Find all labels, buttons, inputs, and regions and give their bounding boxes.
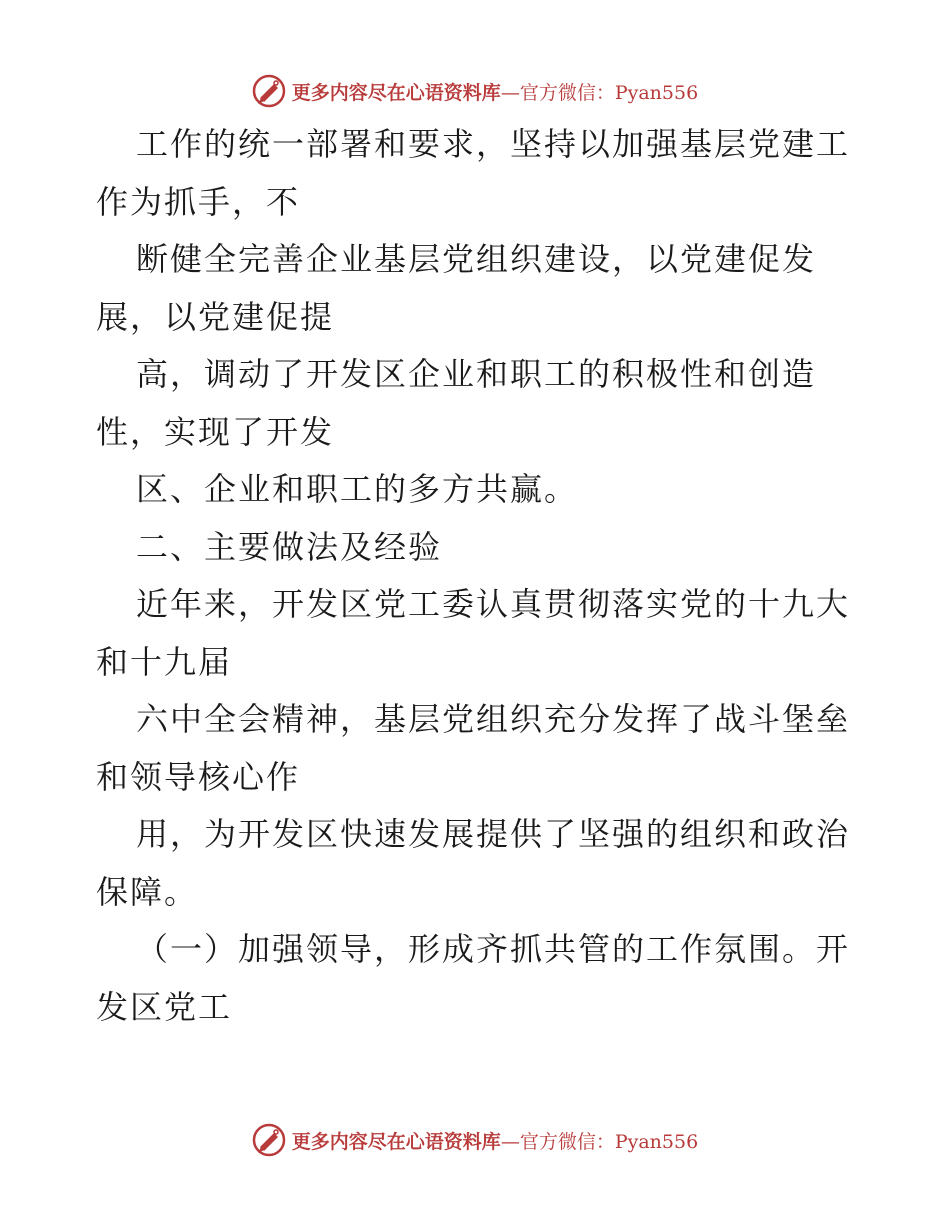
footer-banner-prefix: 更多内容尽在心语资料库 — [291, 1130, 501, 1153]
text-line: 展，以党建促提 — [96, 297, 335, 336]
text-line: 工作的统一部署和要求，坚持以加强基层党建工 — [136, 125, 851, 163]
footer-banner-content — [252, 1123, 698, 1157]
header-banner-text — [292, 78, 698, 105]
footer-banner-wechat-id: Pyan556 — [614, 1130, 699, 1153]
text-line: 发区党工 — [96, 987, 233, 1026]
pen-nib-logo-icon — [252, 1123, 286, 1157]
header-banner-prefix: 更多内容尽在心语资料库 — [291, 81, 501, 104]
text-line: 六中全会精神，基层党组织充分发挥了战斗堡垒 — [136, 700, 851, 738]
text-line: 近年来，开发区党工委认真贯彻落实党的十九大 — [136, 585, 851, 623]
text-line: 用，为开发区快速发展提供了坚强的组织和政治 — [136, 815, 851, 853]
header-banner — [0, 71, 950, 111]
footer-banner-text — [292, 1127, 698, 1154]
document-body — [96, 116, 866, 1036]
subsection-heading: （一）加强领导，形成齐抓共管的工作氛围。开 — [136, 930, 851, 968]
header-banner-wechat-label: 官方微信： — [519, 81, 615, 104]
footer-banner-dash: — — [500, 1130, 520, 1153]
header-banner-wechat-id: Pyan556 — [614, 81, 699, 104]
text-line: 高，调动了开发区企业和职工的积极性和创造 — [136, 355, 817, 393]
text-line: 断健全完善企业基层党组织建设，以党建促发 — [136, 240, 817, 278]
footer-banner — [0, 1120, 950, 1160]
header-banner-content — [252, 74, 698, 108]
text-line: 性，实现了开发 — [96, 412, 335, 451]
header-banner-dash: — — [500, 81, 520, 104]
text-line: 和领导核心作 — [96, 757, 301, 796]
text-line: 保障。 — [96, 872, 199, 911]
text-line: 区、企业和职工的多方共赢。 — [136, 470, 579, 508]
footer-banner-wechat-label: 官方微信： — [519, 1130, 615, 1153]
text-line: 作为抓手，不 — [96, 182, 301, 221]
pen-nib-logo-icon — [252, 74, 286, 108]
text-line: 和十九届 — [96, 642, 233, 681]
section-heading: 二、主要做法及经验 — [136, 527, 443, 566]
